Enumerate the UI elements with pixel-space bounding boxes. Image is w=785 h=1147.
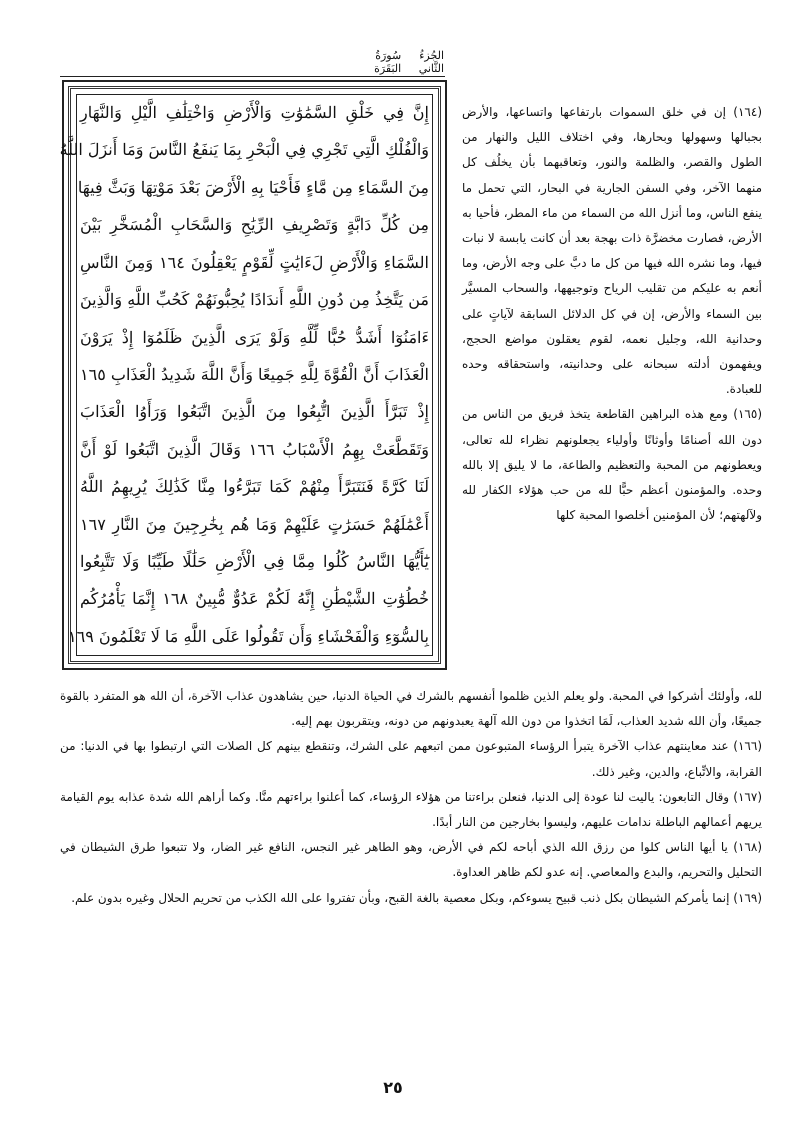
tafsir-paragraph: (١٦٥) ومع هذه البراهين القاطعة يتخذ فريق من الناس من دون الله أصنامًا وأوثانًا وأولياء يجعلونهم نظراء لله تعالى، ويعطونهم من المحبة والتعظيم والطاعة، ما لا يليق إلا بالله وحده. والمؤمنون أعظم حبًّا لله من حب هؤلاء الكفار لله ولآلهتهم؛ لأن المؤمنين أخلصوا المحبة كلها [462,407,762,523]
tafsir-side-column [462,100,762,672]
tafsir-paragraph: (١٦٩) إنما يأمركم الشيطان بكل ذنب قبيح يسوءكم، وبكل معصية بالغة القبح، وبأن تفتروا على الله الكذب من تحريم الحلال وغيره بدون علم. [71,890,762,905]
quran-frame [59,80,447,670]
verse-line: خُطُوَٰتِ الشَّيْطَٰنِ إِنَّهُ لَكُمْ عَدُوٌّ مُّبِينٌ ١٦٨ إِنَّمَا يَأْمُرُكُم [80,589,430,609]
verse-line: لَنَا كَرَّةً فَنَتَبَرَّأَ مِنْهُمْ كَمَا تَبَرَّءُوا مِنَّا كَذَٰلِكَ يُرِيهِمُ اللَّهُ [80,477,429,497]
verse-line: وَتَقَطَّعَتْ بِهِمُ الْأَسْبَابُ ١٦٦ وَقَالَ الَّذِينَ اتَّبَعُوا لَوْ أَنَّ [80,439,429,459]
header-rule [60,76,445,77]
verse-line: إِذْ تَبَرَّأَ الَّذِينَ اتُّبِعُوا مِنَ الَّذِينَ اتَّبَعُوا وَرَأَوُا الْعَذَابَ [80,402,429,422]
page-number: ٢٥ [383,1078,403,1097]
juz-label: الجُزءُ الثَّاني [418,49,444,75]
verse-line: أَعْمَٰلَهُمْ حَسَرَٰتٍ عَلَيْهِمْ وَمَا هُم بِخَٰرِجِينَ مِنَ النَّارِ ١٦٧ [80,514,429,534]
verse-line: ءَامَنُوٓا أَشَدُّ حُبًّا لِّلَّهِ وَلَوْ يَرَى الَّذِينَ ظَلَمُوٓا إِذْ يَرَوْنَ [80,327,429,347]
surah-name: سُورَةُ البَقَرَة [374,49,402,75]
verse-line: مِنَ السَّمَاءِ مِن مَّاءٍ فَأَحْيَا بِهِ الْأَرْضَ بَعْدَ مَوْتِهَا وَبَثَّ فِيهَا [77,177,429,197]
quran-text [59,96,430,654]
verse-line: مِن كُلِّ دَابَّةٍ وَتَصْرِيفِ الرِّيَٰحِ وَالسَّحَابِ الْمُسَخَّرِ بَيْنَ [80,215,429,235]
verse-line: بِالسُّوٓءِ وَالْفَحْشَاءِ وَأَن تَقُولُوا عَلَى اللَّهِ مَا لَا تَعْلَمُونَ ١٦٩ [68,626,429,646]
tafsir-paragraph: لله، وأولئك أشركوا في المحبة. ولو يعلم الذين ظلموا أنفسهم بالشرك في الحياة الدنيا، حين يشاهدون عذاب الآخرة، أن الله هو المتفرد بالقوة جميعًا، وأن الله شديد العذاب، لَمَا اتخذوا من دون الله آلهة يعبدونهم من دونه، ويتقربون بهم إليه. [60,689,762,729]
tafsir-paragraph: (١٦٤) إن في خلق السموات بارتفاعها واتساعها، والأرض بجبالها وسهولها وبحارها، وفي اختلاف الليل والنهار من الطول والقصر، والظلمة والنور، وتعاقبهما بأن يخلُف كل منهما الآخر، وفي السفن الجارية في البحار، التي تحمل ما ينفع الناس، وما أنزل الله من السماء من ماء المطر، فأحيا به الأرض، فصارت مخضرَّة ذات بهجة بعد أن كانت يابسة لا نبات فيها، وما نشره الله فيها من كل ما دبَّ على وجه الأرض، وما أنعم به عليكم من تقليب الرياح وتوجيهها، والسحاب المسيَّر بين السماء والأرض، إن في كل الدلائل السابقة لآياتٍ على وحدانية الله، وجليل نعمه، لقوم يعقلون مواضع الحجج، ويفهمون أدلته سبحانه على وحدانيته، واستحقاقه وحده للعبادة. [462,105,762,397]
verse-line: يَٰٓأَيُّهَا النَّاسُ كُلُوا مِمَّا فِي الْأَرْضِ حَلَٰلًا طَيِّبًا وَلَا تَتَّبِعُوا [80,552,429,572]
verse-line: مَن يَتَّخِذُ مِن دُونِ اللَّهِ أَندَادًا يُحِبُّونَهُمْ كَحُبِّ اللَّهِ وَالَّذِينَ [80,290,429,310]
verse-line: السَّمَاءِ وَالْأَرْضِ لَءَايَٰتٍ لِّقَوْمٍ يَعْقِلُونَ ١٦٤ وَمِنَ النَّاسِ [80,252,430,272]
tafsir-paragraph: (١٦٨) يا أيها الناس كلوا من رزق الله الذي أباحه لكم في الأرض، وهو الطاهر غير النجس، النافع غير الضار، ولا تتبعوا طرق الشيطان في التحليل والتحريم، والبدع والمعاصي. إنه عدو لكم ظاهر العداوة. [60,840,762,880]
page-header [356,50,444,74]
verse-line: وَالْفُلْكِ الَّتِي تَجْرِي فِي الْبَحْرِ بِمَا يَنفَعُ النَّاسَ وَمَا أَنزَلَ اللَّهُ [59,140,429,160]
tafsir-paragraph: (١٦٧) وقال التابعون: ياليت لنا عودة إلى الدنيا، فنعلن براءتنا من هؤلاء الرؤساء، كما أعلنوا براءتهم منَّا. وكما أراهم الله شدة عذابه يوم القيامة يريهم أعمالهم الباطلة ندامات عليهم، وليسوا بخارجين من النار أبدًا. [60,789,762,830]
tafsir-paragraph: (١٦٦) عند معاينتهم عذاب الآخرة يتبرأ الرؤساء المتبوعون ممن اتبعهم على الشرك، وتنقطع بينهم كل الصلات التي ارتبطوا بها في الدنيا: من القرابة، والاتِّباع، والدين، وغير ذلك. [60,739,762,779]
verse-line: إِنَّ فِي خَلْقِ السَّمَٰوَٰتِ وَالْأَرْضِ وَاخْتِلَٰفِ الَّيْلِ وَالنَّهَارِ [80,103,429,122]
tafsir-full-column [60,684,762,911]
verse-line: الْعَذَابَ أَنَّ الْقُوَّةَ لِلَّهِ جَمِيعًا وَأَنَّ اللَّهَ شَدِيدُ الْعَذَابِ ١٦٥ [80,364,429,384]
